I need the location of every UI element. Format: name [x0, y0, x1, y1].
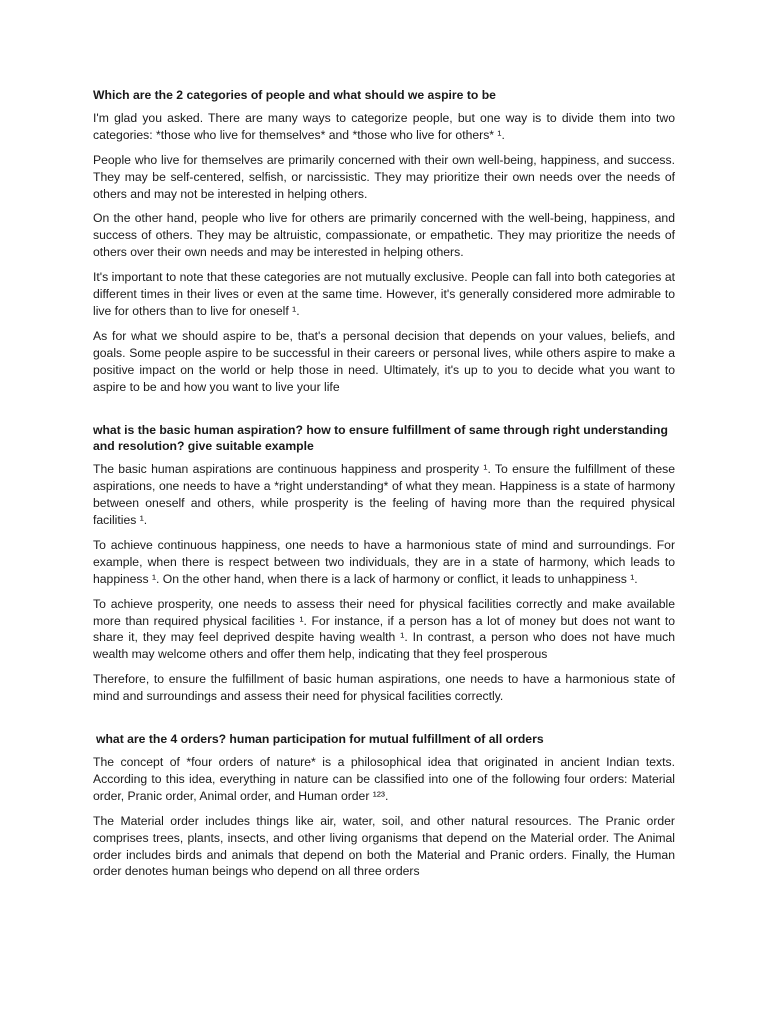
section-heading: Which are the 2 categories of people and what should we aspire to be — [93, 88, 496, 102]
paragraph: The basic human aspirations are continuous happiness and prosperity ¹. To ensure the fulfillment of these aspirations, one needs to have a *right understanding* of what they mean. Happiness is a state of harmony between oneself and others, while prosperity is the feeling of having more than the required physical facilities ¹. — [93, 462, 675, 528]
paragraph: As for what we should aspire to be, that's a personal decision that depends on your values, beliefs, and goals. Some people aspire to be successful in their careers or personal lives, while others aspire to make a positive impact on the world or help those in need. Ultimately, it's up to you to decide what you want to aspire to be and how you want to live your life — [93, 328, 675, 394]
paragraph: It's important to note that these categories are not mutually exclusive. People can fall into both categories at different times in their lives or even at the same time. However, it's generally considered more admirable to live for others than to live for oneself ¹. — [93, 270, 675, 318]
paragraph: To achieve continuous happiness, one needs to have a harmonious state of mind and surroundings. For example, when there is respect between two individuals, they are in a state of harmony, which leads to happiness ¹. On the other hand, when there is a lack of harmony or conflict, it leads to unhappiness ¹. — [93, 537, 675, 586]
paragraph: Therefore, to ensure the fulfillment of basic human aspirations, one needs to have a harmonious state of mind and surroundings and assess their need for physical facilities correctly. — [93, 672, 675, 704]
document-page — [93, 87, 675, 888]
section-four-orders — [93, 731, 675, 880]
section-heading: what are the 4 orders? human participation for mutual fulfillment of all orders — [96, 732, 544, 747]
paragraph: The concept of *four orders of nature* is a philosophical idea that originated in ancient Indian texts. According to this idea, everything in nature can be classified into one of the following four orders: Material order, Pranic order, Animal order, and Human order ¹²³. — [93, 755, 675, 803]
paragraph: On the other hand, people who live for others are primarily concerned with the well-being, happiness, and success of others. They may be altruistic, compassionate, or empathetic. They may prioritize the needs of others over their own needs and may be interested in helping others. — [93, 211, 675, 260]
section-basic-aspiration — [93, 422, 675, 706]
section-heading: what is the basic human aspiration? how to ensure fulfillment of same through right understanding and resolution? give suitable example — [93, 422, 668, 454]
paragraph: People who live for themselves are primarily concerned with their own well-being, happiness, and success. They may be self-centered, selfish, or narcissistic. They may prioritize their own needs over the needs of others and may not be interested in helping others. — [93, 152, 675, 201]
paragraph: The Material order includes things like air, water, soil, and other natural resources. The Pranic order comprises trees, plants, insects, and other living organisms that depend on the Material order. The Animal order includes birds and animals that depend on both the Material and Pranic orders. Finally, the Human order denotes human beings who depend on all three orders — [93, 813, 675, 879]
paragraph: I'm glad you asked. There are many ways to categorize people, but one way is to divide them into two categories: *those who live for themselves* and *those who live for others* ¹. — [93, 110, 675, 142]
paragraph: To achieve prosperity, one needs to assess their need for physical facilities correctly and make available more than required physical facilities ¹. For instance, if a person has a lot of money but does not want to share it, they may feel deprived despite having wealth ¹. In contrast, a person who does not have much wealth may welcome others and offer them help, indicating that they feel prosperous — [93, 596, 675, 662]
section-two-categories — [93, 87, 675, 396]
